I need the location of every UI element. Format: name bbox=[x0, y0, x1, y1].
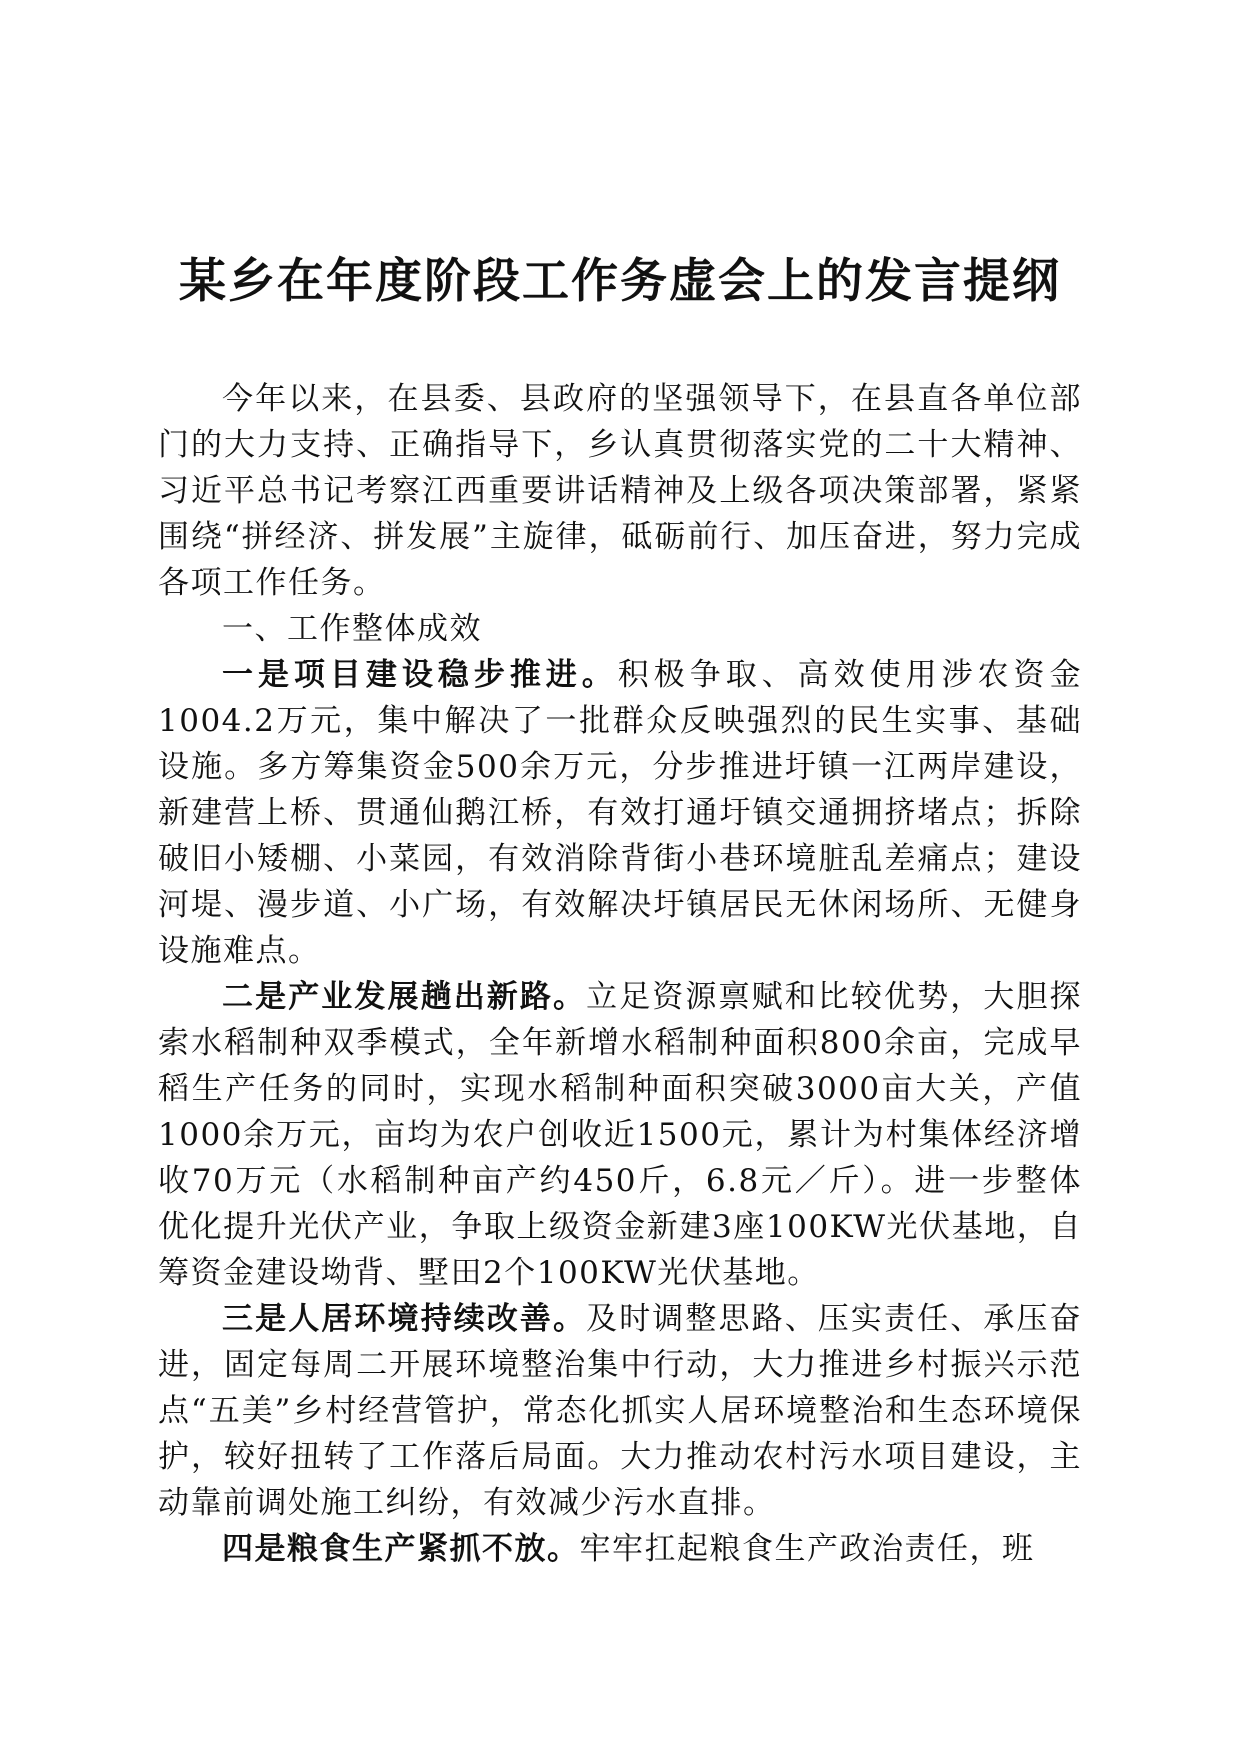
point-paragraph-1 bbox=[158, 652, 1082, 974]
point-text-4: 牢牢扛起粮食生产政治责任，班 bbox=[579, 1531, 1035, 1567]
point-lead-3: 三是人居环境持续改善。 bbox=[222, 1301, 587, 1337]
intro-paragraph: 今年以来，在县委、县政府的坚强领导下，在县直各单位部门的大力支持、正确指导下，乡认真贯彻落实党的二十大精神、习近平总书记考察江西重要讲话精神及上级各项决策部署，紧紧围绕“拼经济、拼发展”主旋律，砥砺前行、加压奋进，努力完成各项工作任务。 bbox=[158, 381, 1082, 601]
point-lead-2: 二是产业发展趟出新路。 bbox=[222, 979, 587, 1015]
document-body bbox=[158, 376, 1082, 1572]
point-paragraph-3 bbox=[158, 1296, 1082, 1526]
section-heading: 一、工作整体成效 bbox=[222, 611, 482, 647]
point-text-3: 及时调整思路、压实责任、承压奋进，固定每周二开展环境整治集中行动，大力推进乡村振兴示范点“五美”乡村经营管护，常态化抓实人居环境整治和生态环境保护，较好扭转了工作落后局面。大力推动农村污水项目建设，主动靠前调处施工纠纷，有效减少污水直排。 bbox=[158, 1301, 1083, 1521]
point-paragraph-2 bbox=[158, 974, 1082, 1296]
point-lead-1: 一是项目建设稳步推进。 bbox=[222, 657, 618, 693]
point-text-2: 立足资源禀赋和比较优势，大胆探索水稻制种双季模式，全年新增水稻制种面积800余亩，完成早稻生产任务的同时，实现水稻制种面积突破3000亩大关，产值1000余万元，亩均为农户创收近1500元，累计为村集体经济增收70万元（水稻制种亩产约450斤，6.8元／斤）。进一步整体优化提升光伏产业，争取上级资金新建3座100KW光伏基地，自筹资金建设坳背、墅田2个100KW光伏基地。 bbox=[158, 979, 1083, 1291]
point-paragraph-4 bbox=[158, 1526, 1082, 1572]
point-text-1: 积极争取、高效使用涉农资金1004.2万元，集中解决了一批群众反映强烈的民生实事、基础设施。多方筹集资金500余万元，分步推进圩镇一江两岸建设，新建营上桥、贯通仙鹅江桥，有效打通圩镇交通拥挤堵点；拆除破旧小矮棚、小菜园，有效消除背街小巷环境脏乱差痛点；建设河堤、漫步道、小广场，有效解决圩镇居民无休闲场所、无健身设施难点。 bbox=[158, 657, 1083, 969]
point-lead-4: 四是粮食生产紧抓不放。 bbox=[222, 1531, 580, 1567]
document-title: 某乡在年度阶段工作务虚会上的发言提纲 bbox=[179, 254, 1061, 309]
